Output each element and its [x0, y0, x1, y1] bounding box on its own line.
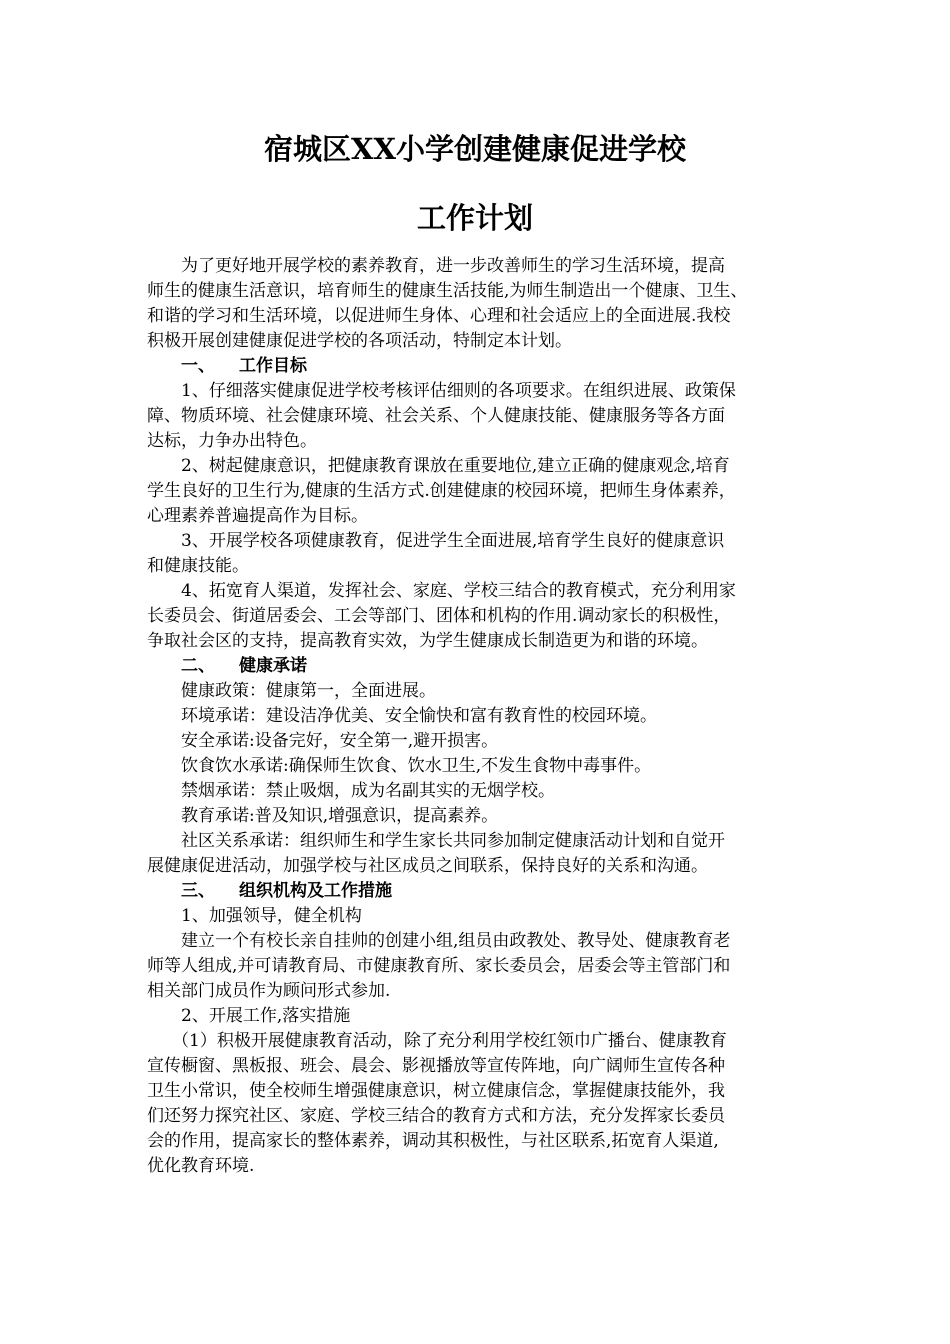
- section-number: 二、: [181, 656, 215, 676]
- commitment-line: 教育承诺:普及知识,增强意识，提高素养。: [181, 806, 499, 826]
- section-heading-goals: [147, 354, 817, 379]
- paragraph-line: 优化教育环境.: [147, 1156, 255, 1176]
- paragraph-line: 建立一个有校长亲自挂帅的创建小组,组员由政教处、教导处、健康教育老: [181, 931, 731, 951]
- commitment-line: 社区关系承诺：组织师生和学生家长共同参加制定健康活动计划和自觉开: [181, 831, 725, 851]
- paragraph-line: （1）积极开展健康教育活动，除了充分利用学校红领巾广播台、健康教育: [172, 1031, 727, 1051]
- paragraph-line: 卫生小常识，使全校师生增强健康意识，树立健康信念，掌握健康技能外，我: [147, 1081, 725, 1101]
- document-body: [147, 254, 817, 1179]
- intro-line: 和谐的学习和生活环境，以促进师生身体、心理和社会适应上的全面进展.我校: [147, 306, 731, 326]
- paragraph-line: 相关部门成员作为顾问形式参加.: [147, 981, 391, 1001]
- intro-line: 为了更好地开展学校的素养教育，进一步改善师生的学习生活环境，提高: [181, 256, 725, 276]
- document-subtitle: 工作计划: [416, 201, 533, 235]
- section-number: 三、: [181, 881, 215, 901]
- goal-item-line: 争取社会区的支持，提高教育实效，为学生健康成长制造更为和谐的环境。: [147, 631, 708, 651]
- subsection-heading: 2、开展工作,落实措施: [181, 1006, 351, 1026]
- paragraph-line: 宣传橱窗、黑板报、班会、晨会、影视播放等宣传阵地，向广阔师生宣传各种: [147, 1056, 725, 1076]
- section-title: 健康承诺: [239, 656, 307, 676]
- section-title: 组织机构及工作措施: [239, 881, 392, 901]
- commitment-line: 饮食饮水承诺:确保师生饮食、饮水卫生,不发生食物中毒事件。: [181, 756, 652, 776]
- paragraph-line: 师等人组成,并可请教育局、市健康教育所、家长委员会，居委会等主管部门和: [147, 956, 731, 976]
- intro-line: 积极开展创建健康促进学校的各项活动，特制定本计划。: [147, 331, 572, 351]
- goal-item-line: 达标，力争办出特色。: [147, 431, 317, 451]
- goal-item-line: 1、仔细落实健康促进学校考核评估细则的各项要求。在组织进展、政策保: [181, 381, 736, 401]
- goal-item-line: 2、树起健康意识，把健康教育课放在重要地位,建立正确的健康观念,培育: [181, 456, 730, 476]
- document-title: 宿城区XX小学创建健康促进学校: [263, 132, 686, 166]
- intro-line: 师生的健康生活意识，培育师生的健康生活技能,为师生制造出一个健康、卫生、: [147, 281, 748, 301]
- section-heading-organization: [147, 879, 817, 904]
- commitment-line: 健康政策：健康第一，全面进展。: [181, 681, 436, 701]
- goal-item-line: 长委员会、街道居委会、工会等部门、团体和机构的作用.调动家长的积极性，: [147, 606, 731, 626]
- paragraph-line: 们还努力探究社区、家庭、学校三结合的教育方式和方法，充分发挥家长委员: [147, 1106, 725, 1126]
- commitment-line: 安全承诺:设备完好，安全第一,避开损害。: [181, 731, 499, 751]
- goal-item-line: 心理素养普遍提高作为目标。: [147, 506, 368, 526]
- paragraph-line: 会的作用，提高家长的整体素养，调动其积极性，与社区联系,拓宽育人渠道,: [147, 1131, 719, 1151]
- commitment-line: 禁烟承诺：禁止吸烟，成为名副其实的无烟学校。: [181, 781, 555, 801]
- goal-item-line: 学生良好的卫生行为,健康的生活方式.创建健康的校园环境，把师生身体素养，: [147, 481, 736, 501]
- commitment-line: 展健康促进活动，加强学校与社区成员之间联系，保持良好的关系和沟通。: [147, 856, 708, 876]
- goal-item-line: 和健康技能。: [147, 556, 249, 576]
- goal-item-line: 4、拓宽育人渠道，发挥社会、家庭、学校三结合的教育模式，充分利用家: [181, 581, 736, 601]
- goal-item-line: 障、物质环境、社会健康环境、社会关系、个人健康技能、健康服务等各方面: [147, 406, 725, 426]
- section-title: 工作目标: [239, 356, 307, 376]
- subsection-heading: 1、加强领导，健全机构: [181, 906, 362, 926]
- section-number: 一、: [181, 356, 215, 376]
- goal-item-line: 3、开展学校各项健康教育，促进学生全面进展,培育学生良好的健康意识: [181, 531, 725, 551]
- section-heading-commitments: [147, 654, 817, 679]
- commitment-line: 环境承诺：建设洁净优美、安全愉快和富有教育性的校园环境。: [181, 706, 657, 726]
